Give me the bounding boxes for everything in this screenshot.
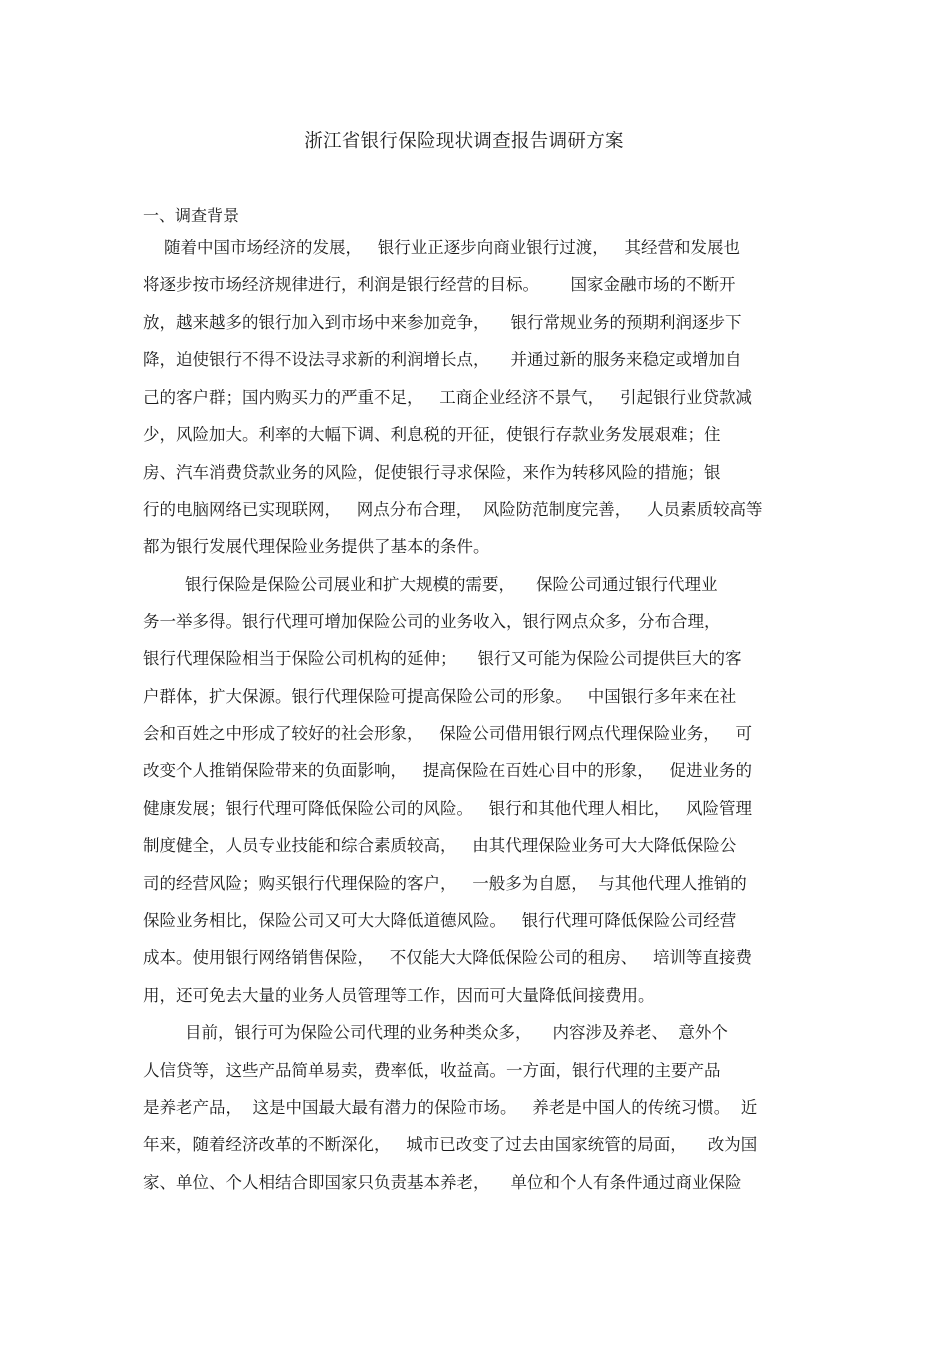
paragraph-line: 都为银行发展代理保险业务提供了基本的条件。 bbox=[143, 537, 490, 556]
paragraph-line: 行的电脑网络已实现联网， 网点分布合理， 风险防范制度完善， 人员素质较高等 bbox=[143, 500, 763, 519]
paragraph-line: 务一举多得。银行代理可增加保险公司的业务收入，银行网点众多，分布合理， bbox=[143, 612, 721, 631]
document-title: 浙江省银行保险现状调查报告调研方案 bbox=[304, 131, 624, 152]
paragraph-line: 放，越来越多的银行加入到市场中来参加竞争， 银行常规业务的预期利润逐步下 bbox=[143, 313, 742, 332]
paragraph-line: 家、单位、个人相结合即国家只负责基本养老， 单位和个人有条件通过商业保险 bbox=[143, 1173, 742, 1192]
paragraph-line: 用，还可免去大量的业务人员管理等工作，因而可大量降低间接费用。 bbox=[143, 986, 655, 1005]
paragraph-line: 会和百姓之中形成了较好的社会形象， 保险公司借用银行网点代理保险业务， 可 bbox=[143, 724, 752, 743]
paragraph-line: 将逐步按市场经济规律进行，利润是银行经营的目标。 国家金融市场的不断开 bbox=[143, 275, 736, 294]
paragraph-line: 是养老产品， 这是中国最大最有潜力的保险市场。 养老是中国人的传统习惯。 近 bbox=[143, 1098, 758, 1117]
paragraph-line: 银行保险是保险公司展业和扩大规模的需要， 保险公司通过银行代理业 bbox=[143, 575, 718, 594]
paragraph-line: 银行代理保险相当于保险公司机构的延伸； 银行又可能为保险公司提供巨大的客 bbox=[143, 649, 742, 668]
section-heading: 一、调查背景 bbox=[143, 206, 240, 225]
paragraph-line: 年来，随着经济改革的不断深化， 城市已改变了过去由国家统管的局面， 改为国 bbox=[143, 1135, 758, 1154]
paragraph-line: 户群体，扩大保源。银行代理保险可提高保险公司的形象。 中国银行多年来在社 bbox=[143, 687, 737, 706]
paragraph-line: 成本。使用银行网络销售保险， 不仅能大大降低保险公司的租房、 培训等直接费 bbox=[143, 948, 752, 967]
paragraph-line: 己的客户群；国内购买力的严重不足， 工商企业经济不景气， 引起银行业贷款减 bbox=[143, 388, 752, 407]
paragraph-line: 健康发展；银行代理可降低保险公司的风险。 银行和其他代理人相比， 风险管理 bbox=[143, 799, 752, 818]
paragraph-line: 降，迫使银行不得不设法寻求新的利润增长点， 并通过新的服务来稳定或增加自 bbox=[143, 350, 742, 369]
paragraph-line: 改变个人推销保险带来的负面影响， 提高保险在百姓心目中的形象， 促进业务的 bbox=[143, 761, 752, 780]
paragraph-line: 人信贷等，这些产品简单易卖，费率低，收益高。一方面，银行代理的主要产品 bbox=[143, 1061, 721, 1080]
paragraph-line: 制度健全，人员专业技能和综合素质较高， 由其代理保险业务可大大降低保险公 bbox=[143, 836, 737, 855]
paragraph-line: 保险业务相比，保险公司又可大大降低道德风险。 银行代理可降低保险公司经营 bbox=[143, 911, 737, 930]
paragraph-line: 随着中国市场经济的发展， 银行业正逐步向商业银行过渡， 其经营和发展也 bbox=[143, 238, 740, 257]
paragraph-line: 目前，银行可为保险公司代理的业务种类众多， 内容涉及养老、 意外个 bbox=[143, 1023, 728, 1042]
paragraph-line: 房、汽车消费贷款业务的风险，促使银行寻求保险，来作为转移风险的措施；银 bbox=[143, 463, 721, 482]
paragraph-line: 少，风险加大。利率的大幅下调、利息税的开征，使银行存款业务发展艰难；住 bbox=[143, 425, 721, 444]
paragraph-line: 司的经营风险；购买银行代理保险的客户， 一般多为自愿， 与其他代理人推销的 bbox=[143, 874, 747, 893]
